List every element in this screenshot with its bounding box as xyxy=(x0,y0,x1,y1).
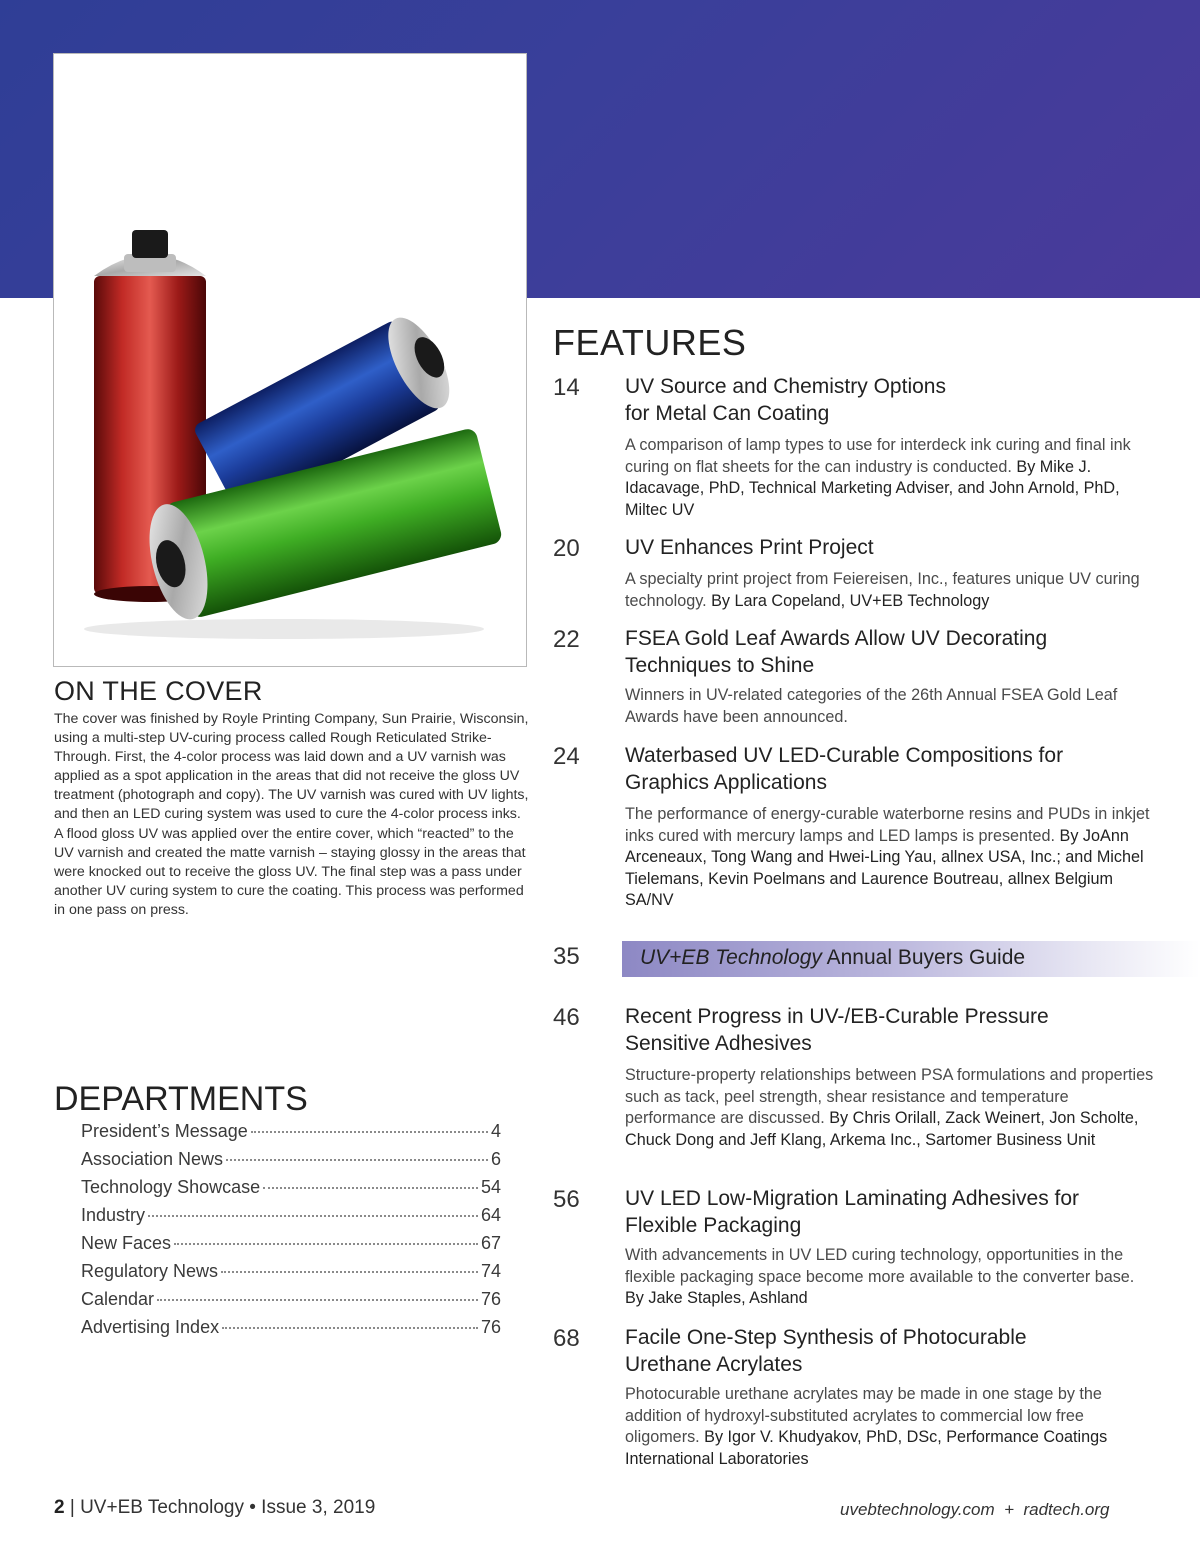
feature-summary: A specialty print project from Feiereisen, Inc., features unique UV curing technology. xyxy=(625,570,1140,610)
feature-title[interactable]: UV Source and Chemistry Options for Metal Can Coating xyxy=(625,375,946,425)
department-item[interactable] xyxy=(81,1177,501,1205)
feature-byline: By Chris Orilall, Zack Weinert, Jon Scholte, Chuck Dong and Jeff Klang, Arkema Inc., Sartomer Business Unit xyxy=(625,1109,1139,1149)
feature-summary: Winners in UV-related categories of the 26th Annual FSEA Gold Leaf Awards have been announced. xyxy=(625,686,1118,726)
feature-description xyxy=(625,685,1155,728)
department-label: President’s Message xyxy=(81,1121,248,1141)
departments-list xyxy=(81,1121,501,1345)
feature-summary: The performance of energy-curable waterborne resins and PUDs in inkjet inks cured with mercury lamps and LED lamps is presented. xyxy=(625,805,1150,845)
feature-description xyxy=(625,804,1155,912)
dot-leader xyxy=(226,1159,488,1161)
department-item[interactable] xyxy=(81,1205,501,1233)
dot-leader xyxy=(222,1327,478,1329)
feature-byline: By JoAnn Arceneaux, Tong Wang and Hwei-Ling Yau, allnex USA, Inc.; and Michel Tielemans, Kevin Poelmans and Laurence Boutreau, allnex Belgium SA/NV xyxy=(625,826,1144,910)
department-label: Association News xyxy=(81,1149,224,1169)
department-item[interactable] xyxy=(81,1233,501,1261)
footer-websites[interactable]: uvebtechnology.com + radtech.org xyxy=(840,1500,1110,1519)
feature-title[interactable]: UV LED Low-Migration Laminating Adhesives for Flexible Packaging xyxy=(625,1187,1080,1237)
spray-cans-illustration xyxy=(54,54,526,666)
departments-heading: DEPARTMENTS xyxy=(54,1080,308,1118)
footer-publication-name: UV+EB Technology • Issue 3, 2019 xyxy=(80,1497,376,1518)
department-page: 64 xyxy=(480,1205,501,1225)
dot-leader xyxy=(221,1271,478,1273)
feature-title[interactable]: UV Enhances Print Project xyxy=(625,536,874,559)
feature-page: 46 xyxy=(553,1004,580,1031)
feature-summary: Structure-property relationships between PSA formulations and properties such as tack, peel strength, shear resistance and temperature performance are discussed. xyxy=(625,1066,1154,1128)
feature-page: 68 xyxy=(553,1325,580,1352)
feature-byline: By Lara Copeland, UV+EB Technology xyxy=(711,591,990,610)
buyers-guide-page: 35 xyxy=(553,943,580,970)
feature-page: 14 xyxy=(553,374,580,401)
feature-description xyxy=(625,1384,1155,1470)
department-label: Advertising Index xyxy=(81,1317,220,1337)
features-heading: FEATURES xyxy=(553,322,747,363)
feature-page: 56 xyxy=(553,1186,580,1213)
dot-leader xyxy=(251,1131,488,1133)
department-page: 4 xyxy=(490,1121,501,1141)
department-item[interactable] xyxy=(81,1289,501,1317)
department-page: 54 xyxy=(480,1177,501,1197)
cover-image xyxy=(53,53,527,667)
dot-leader xyxy=(148,1215,478,1217)
department-label: Calendar xyxy=(81,1289,155,1309)
feature-summary: Photocurable urethane acrylates may be made in one stage by the addition of hydroxyl-substituted acrylates to commercial low free oligomers. xyxy=(625,1385,1102,1447)
buyers-guide-title[interactable] xyxy=(640,946,1025,970)
dot-leader xyxy=(174,1243,478,1245)
feature-summary: With advancements in UV LED curing technology, opportunities in the flexible packaging space become more available to the converter base. xyxy=(625,1246,1135,1286)
feature-title[interactable]: Recent Progress in UV-/EB-Curable Pressure Sensitive Adhesives xyxy=(625,1005,1049,1055)
department-item[interactable] xyxy=(81,1121,501,1149)
feature-title[interactable]: FSEA Gold Leaf Awards Allow UV Decorating Techniques to Shine xyxy=(625,627,1048,677)
feature-page: 22 xyxy=(553,626,580,653)
feature-page: 20 xyxy=(553,535,580,562)
dot-leader xyxy=(263,1187,478,1189)
buyers-guide-title-italic: UV+EB Technology xyxy=(640,946,822,969)
feature-description xyxy=(625,1065,1155,1151)
feature-description xyxy=(625,569,1155,612)
department-label: New Faces xyxy=(81,1233,172,1253)
department-label: Technology Showcase xyxy=(81,1177,261,1197)
feature-page: 24 xyxy=(553,743,580,770)
department-label: Industry xyxy=(81,1205,146,1225)
department-page: 74 xyxy=(480,1261,501,1281)
feature-byline: By Jake Staples, Ashland xyxy=(625,1289,808,1308)
department-label: Regulatory News xyxy=(81,1261,219,1281)
department-page: 76 xyxy=(480,1289,501,1309)
feature-description xyxy=(625,435,1155,521)
feature-summary: A comparison of lamp types to use for interdeck ink curing and final ink curing on flat sheets for the can industry is conducted. xyxy=(625,436,1131,476)
department-item[interactable] xyxy=(81,1149,501,1177)
cover-heading: ON THE COVER xyxy=(54,676,263,706)
feature-byline: By Igor V. Khudyakov, PhD, DSc, Performance Coatings International Laboratories xyxy=(625,1428,1108,1468)
footer-publication xyxy=(54,1497,375,1519)
cover-description: The cover was finished by Royle Printing Company, Sun Prairie, Wisconsin, using a multi-step UV-curing process called Rough Reticulated Strike-Through. First, the 4-color process was laid down and a UV varnish was applied as a spot application in the areas that did not receive the gloss UV treatment (photograph and copy). The UV varnish was cured with UV lights, and then an LED curing system was used to cure the 4-color process inks. A flood gloss UV was applied over the entire cover, which “reacted” to the UV varnish and created the matte varnish – staying glossy in the areas that were knocked out to receive the gloss UV. The final step was a pass under another UV curing system to cure the coating. This process was performed in one pass on press. xyxy=(54,711,529,918)
footer-separator: | xyxy=(64,1497,81,1518)
department-page: 67 xyxy=(480,1233,501,1253)
dot-leader xyxy=(157,1299,478,1301)
feature-byline: By Mike J. Idacavage, PhD, Technical Marketing Adviser, and John Arnold, PhD, Miltec UV xyxy=(625,457,1120,519)
footer-page-number: 2 xyxy=(54,1497,65,1518)
department-page: 76 xyxy=(480,1317,501,1337)
feature-title[interactable]: Facile One-Step Synthesis of Photocurable Urethane Acrylates xyxy=(625,1326,1027,1376)
department-page: 6 xyxy=(490,1149,501,1169)
department-item[interactable] xyxy=(81,1317,501,1345)
feature-description xyxy=(625,1245,1155,1310)
buyers-guide-title-rest: Annual Buyers Guide xyxy=(821,946,1026,969)
department-item[interactable] xyxy=(81,1261,501,1289)
feature-title[interactable]: Waterbased UV LED-Curable Compositions for Graphics Applications xyxy=(625,744,1064,794)
